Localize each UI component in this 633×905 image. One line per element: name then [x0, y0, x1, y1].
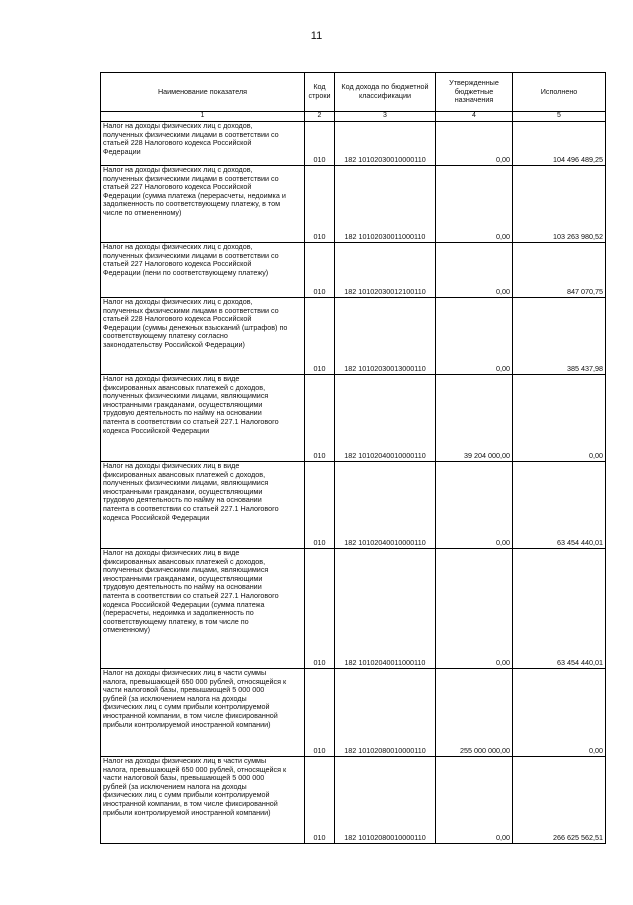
row-name: Налог на доходы физических лиц в виде фиксированных авансовых платежей с доходов, полученных физическими лицами, являющимися иностранными гражданами, осуществляющими трудовую деятельность по найму на основании патента в соответствии со статьей 227.1 Налогового кодекса Российской Федерации: [101, 375, 305, 462]
row-name: Налог на доходы физических лиц в виде фиксированных авансовых платежей с доходов, полученных физическими лицами, являющимися иностранными гражданами, осуществляющими трудовую деятельность по найму на основании патента в соответствии со статьей 227.1 Налогового кодекса Российской Федерации (сумма платежа (перерасчеты, недоимка и задолженность по соответствующему платежу, в том числе по отмененному): [101, 549, 305, 669]
header-approved: Утвержденные бюджетные назначения: [436, 73, 513, 112]
column-number: 4: [436, 112, 513, 122]
row-executed: 0,00: [513, 669, 606, 757]
header-code: Код строки: [305, 73, 335, 112]
row-approved: 255 000 000,00: [436, 669, 513, 757]
row-code: 010: [305, 669, 335, 757]
row-code: 010: [305, 375, 335, 462]
header-name: Наименование показателя: [101, 73, 305, 112]
row-executed: 104 496 489,25: [513, 122, 606, 166]
table-row: [101, 549, 606, 669]
table-row: [101, 243, 606, 298]
row-code: 010: [305, 243, 335, 298]
table-row: [101, 669, 606, 757]
header-executed: Исполнено: [513, 73, 606, 112]
row-code: 010: [305, 122, 335, 166]
table-row: [101, 375, 606, 462]
column-number: 1: [101, 112, 305, 122]
row-kbk: 182 10102080010000110: [335, 757, 436, 844]
budget-execution-table: [100, 72, 606, 844]
row-approved: 0,00: [436, 166, 513, 243]
row-name: Налог на доходы физических лиц с доходов, полученных физическими лицами в соответствии со статьей 228 Налогового кодекса Российской Федерации: [101, 122, 305, 166]
row-code: 010: [305, 462, 335, 549]
row-name: Налог на доходы физических лиц с доходов, полученных физическими лицами в соответствии со статьей 228 Налогового кодекса Российской Федерации (суммы денежных взысканий (штрафов) по соответствующему платежу согласно законодательству Российской Федерации): [101, 298, 305, 375]
row-kbk: 182 10102030013000110: [335, 298, 436, 375]
row-approved: 0,00: [436, 462, 513, 549]
row-kbk: 182 10102040010000110: [335, 375, 436, 462]
column-number: 3: [335, 112, 436, 122]
row-name: Налог на доходы физических лиц с доходов, полученных физическими лицами в соответствии со статьей 227 Налогового кодекса Российской Федерации (пени по соответствующему платежу): [101, 243, 305, 298]
row-executed: 385 437,98: [513, 298, 606, 375]
row-code: 010: [305, 166, 335, 243]
row-executed: 847 070,75: [513, 243, 606, 298]
table-row: [101, 122, 606, 166]
row-approved: 0,00: [436, 757, 513, 844]
row-kbk: 182 10102030012100110: [335, 243, 436, 298]
column-number: 2: [305, 112, 335, 122]
row-name: Налог на доходы физических лиц в части суммы налога, превышающей 650 000 рублей, относящейся к части налоговой базы, превышающей 5 000 000 рублей (за исключением налога на доходы физических лиц с сумм прибыли контролируемой иностранной компании, в том числе фиксированной прибыли контролируемой иностранной компании): [101, 757, 305, 844]
row-executed: 63 454 440,01: [513, 549, 606, 669]
row-code: 010: [305, 298, 335, 375]
row-executed: 103 263 980,52: [513, 166, 606, 243]
table-header-row: [101, 73, 606, 112]
row-approved: 0,00: [436, 122, 513, 166]
row-code: 010: [305, 549, 335, 669]
row-executed: 266 625 562,51: [513, 757, 606, 844]
row-approved: 0,00: [436, 243, 513, 298]
table-row: [101, 298, 606, 375]
row-name: Налог на доходы физических лиц в виде фиксированных авансовых платежей с доходов, полученных физическими лицами, являющимися иностранными гражданами, осуществляющими трудовую деятельность по найму на основании патента в соответствии со статьей 227.1 Налогового кодекса Российской Федерации: [101, 462, 305, 549]
row-kbk: 182 10102080010000110: [335, 669, 436, 757]
row-executed: 63 454 440,01: [513, 462, 606, 549]
row-kbk: 182 10102030011000110: [335, 166, 436, 243]
row-code: 010: [305, 757, 335, 844]
header-kbk: Код дохода по бюджетной классификации: [335, 73, 436, 112]
row-approved: 0,00: [436, 298, 513, 375]
row-name: Налог на доходы физических лиц в части суммы налога, превышающей 650 000 рублей, относящейся к части налоговой базы, превышающей 5 000 000 рублей (за исключением налога на доходы физических лиц с сумм прибыли контролируемой иностранной компании, в том числе фиксированной прибыли контролируемой иностранной компании): [101, 669, 305, 757]
table-row: [101, 757, 606, 844]
page-number: 11: [310, 30, 323, 42]
row-approved: 0,00: [436, 549, 513, 669]
row-approved: 39 204 000,00: [436, 375, 513, 462]
row-name: Налог на доходы физических лиц с доходов, полученных физическими лицами в соответствии со статьей 227 Налогового кодекса Российской Федерации (сумма платежа (перерасчеты, недоимка и задолженность по соответствующему платежу, в том числе по отмененному): [101, 166, 305, 243]
column-number-row: [101, 112, 606, 122]
table-row: [101, 166, 606, 243]
table-row: [101, 462, 606, 549]
row-kbk: 182 10102030010000110: [335, 122, 436, 166]
row-executed: 0,00: [513, 375, 606, 462]
column-number: 5: [513, 112, 606, 122]
row-kbk: 182 10102040010000110: [335, 462, 436, 549]
row-kbk: 182 10102040011000110: [335, 549, 436, 669]
